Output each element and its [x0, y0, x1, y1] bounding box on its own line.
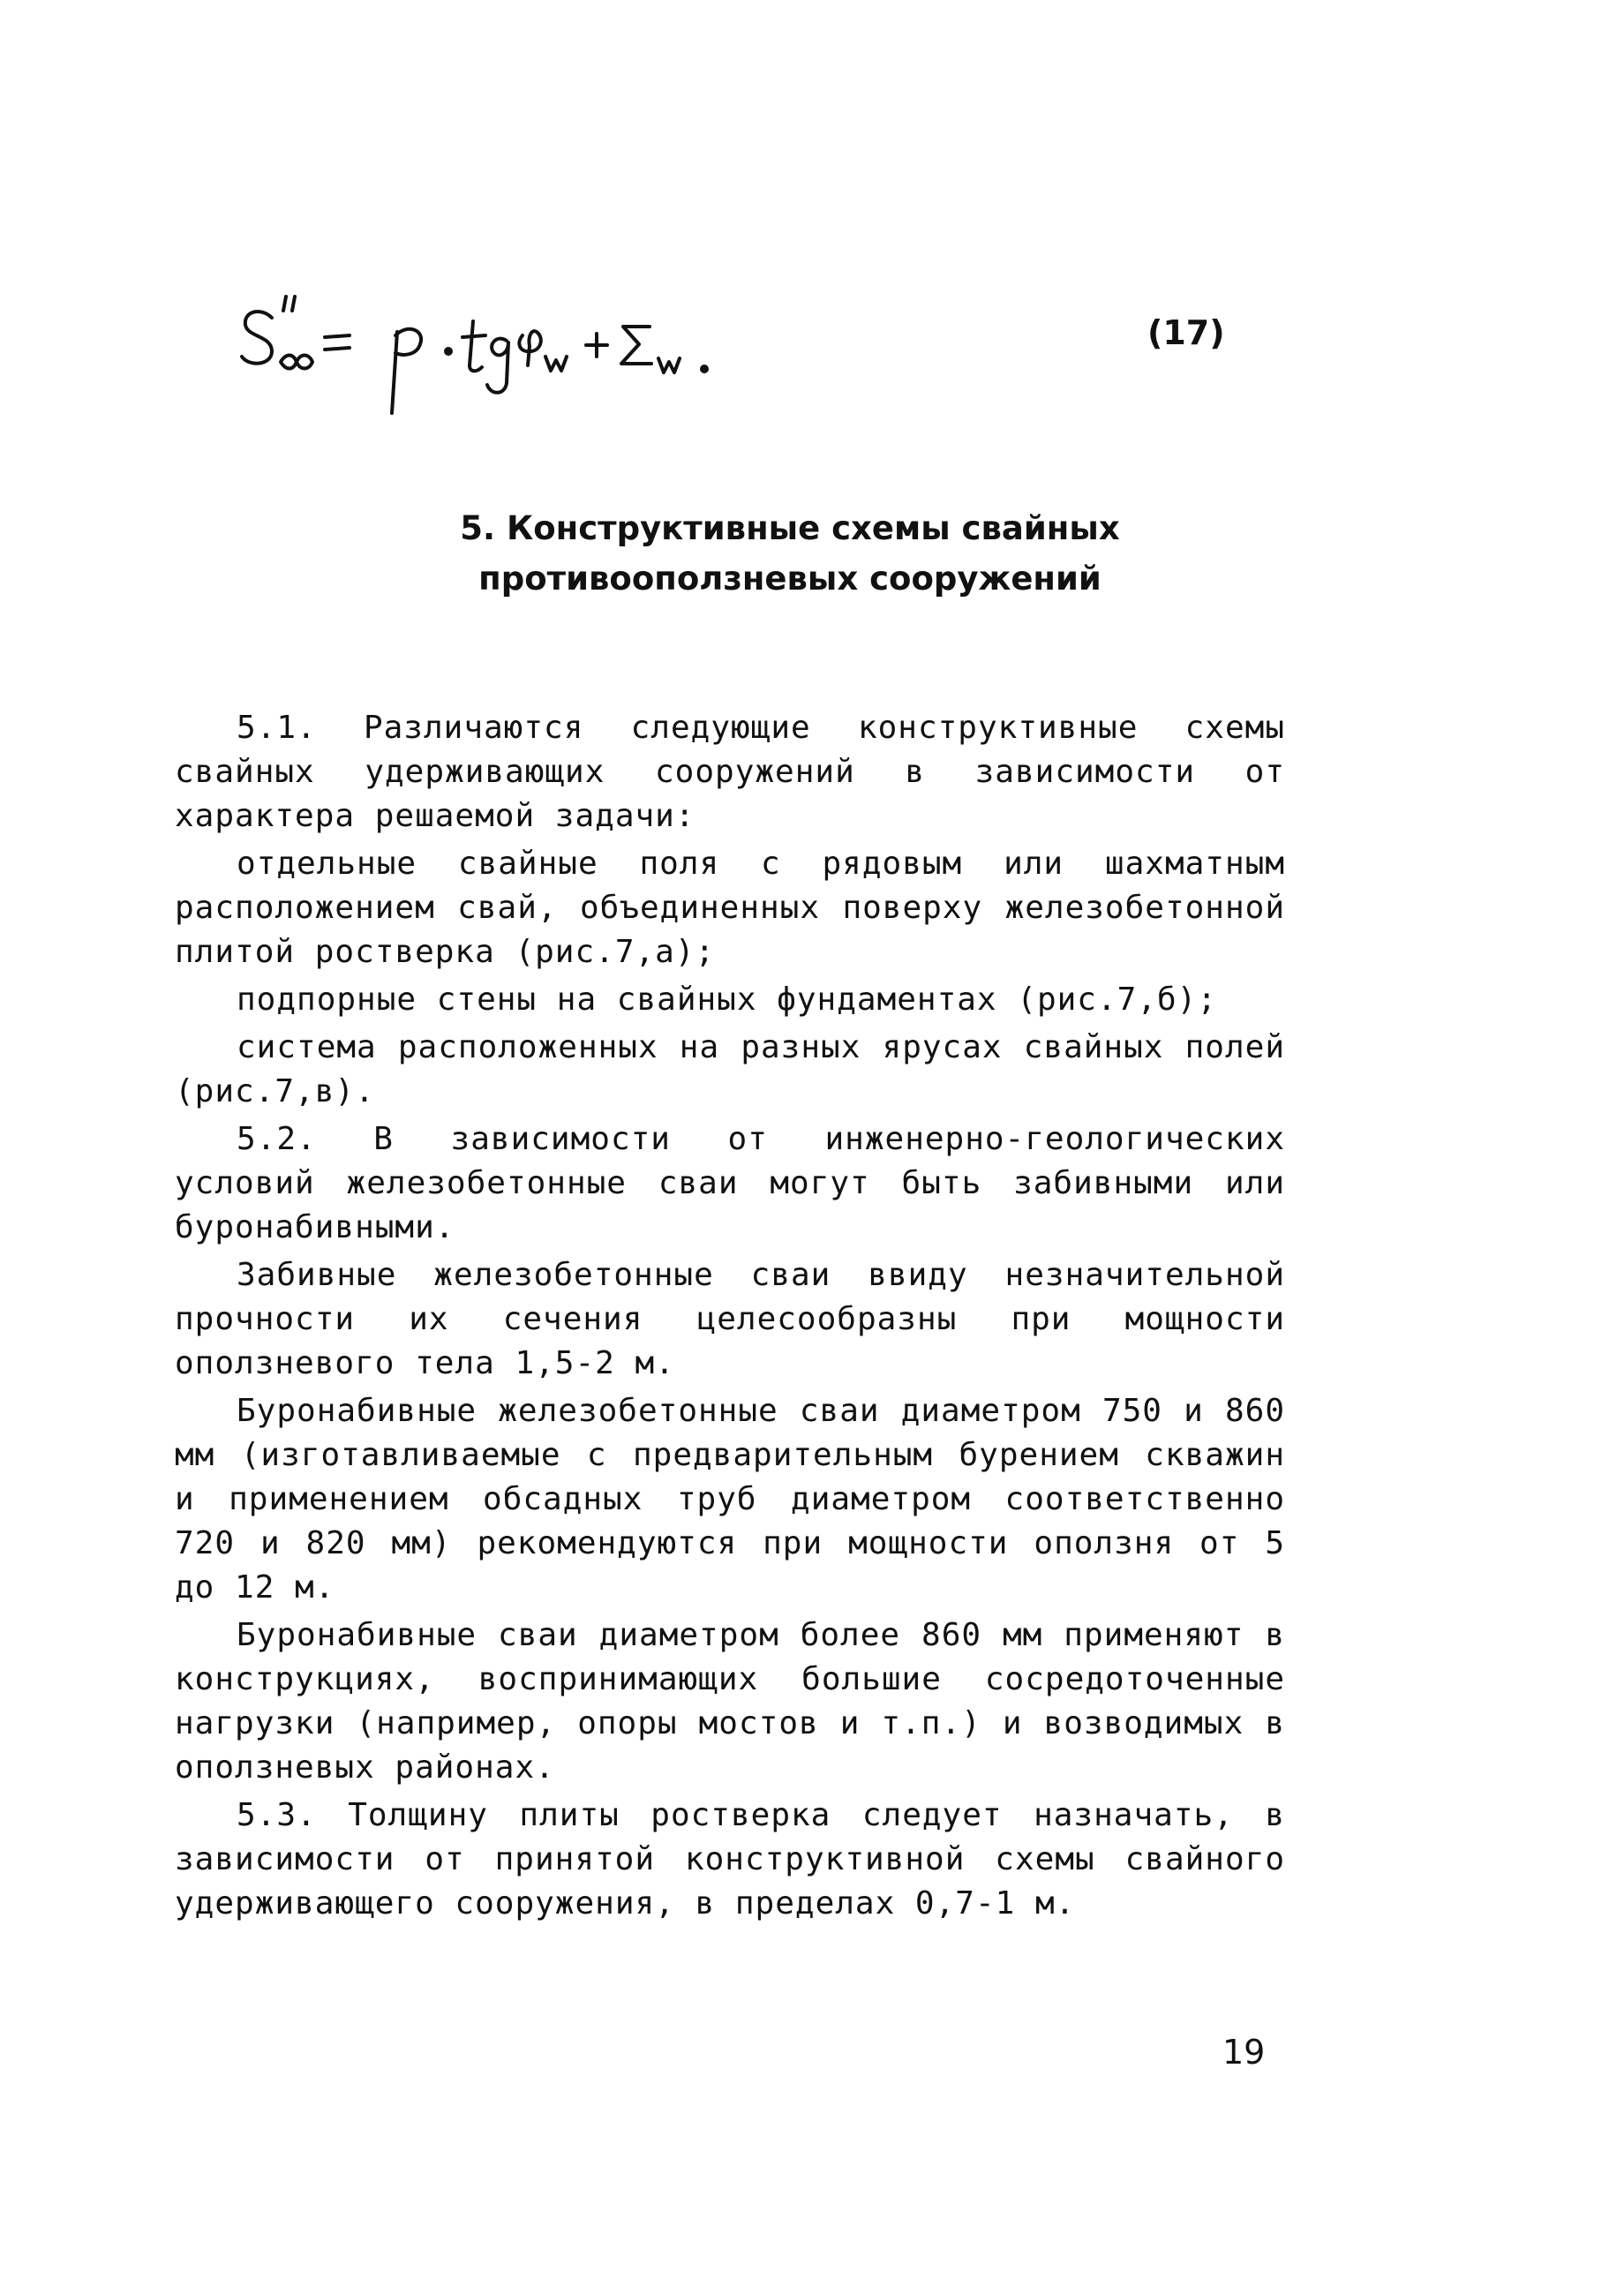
paragraph-tiered-fields: система расположенных на разных ярусах свайных полей (рис.7,в). [175, 1029, 1285, 1109]
paragraph-driven-piles: Забивные железобетонные сваи ввиду незначительной прочности их сечения целесообразны при мощности оползневого тела 1,5-2 м. [175, 1257, 1285, 1381]
paragraph-separate-pile-fields: отдельные свайные поля с рядовым или шахматным расположением свай, объединенных поверху железобетонной плитой ростверка (рис.7,а); [175, 846, 1285, 970]
section-heading [344, 503, 1236, 604]
paragraph-5-2: 5.2. В зависимости от инженерно-геологических условий железобетонные сваи могут быть забивными или буронабивными. [175, 1121, 1285, 1245]
paragraph-5-3: 5.3. Толщину плиты ростверка следует назначать, в зависимости от принятой конструктивной схемы свайного удерживающего сооружения, в пределах 0,7-1 м. [175, 1797, 1285, 1922]
section-heading-line-2: противооползневых сооружений [478, 560, 1101, 598]
paragraph-retaining-walls: подпорные стены на свайных фундаментах (рис.7,б); [237, 982, 1218, 1018]
section-heading-line-1: 5. Конструктивные схемы свайных [460, 509, 1120, 547]
body-text [175, 706, 1285, 1929]
paragraph-bored-piles: Буронабивные железобетонные сваи диаметром 750 и 860 мм (изготавливаемые с предварительным бурением скважин и применением обсадных труб диаметром соответственно 720 и 820 мм) рекомендуются при мощности оползня от 5 до 12 м. [175, 1393, 1285, 1606]
page-number: 19 [1222, 2033, 1266, 2072]
handwritten-formula [237, 281, 872, 440]
paragraph-large-bored-piles: Буронабивные сваи диаметром более 860 мм применяют в конструкциях, воспринимающих большие сосредоточенные нагрузки (например, опоры мостов и т.п.) и возводимых в оползневых районах. [175, 1617, 1285, 1786]
formula-number: (17) [1147, 313, 1225, 352]
paragraph-5-1: 5.1. Различаются следующие конструктивные схемы свайных удерживающих сооружений в зависимости от характера решаемой задачи: [175, 710, 1285, 834]
